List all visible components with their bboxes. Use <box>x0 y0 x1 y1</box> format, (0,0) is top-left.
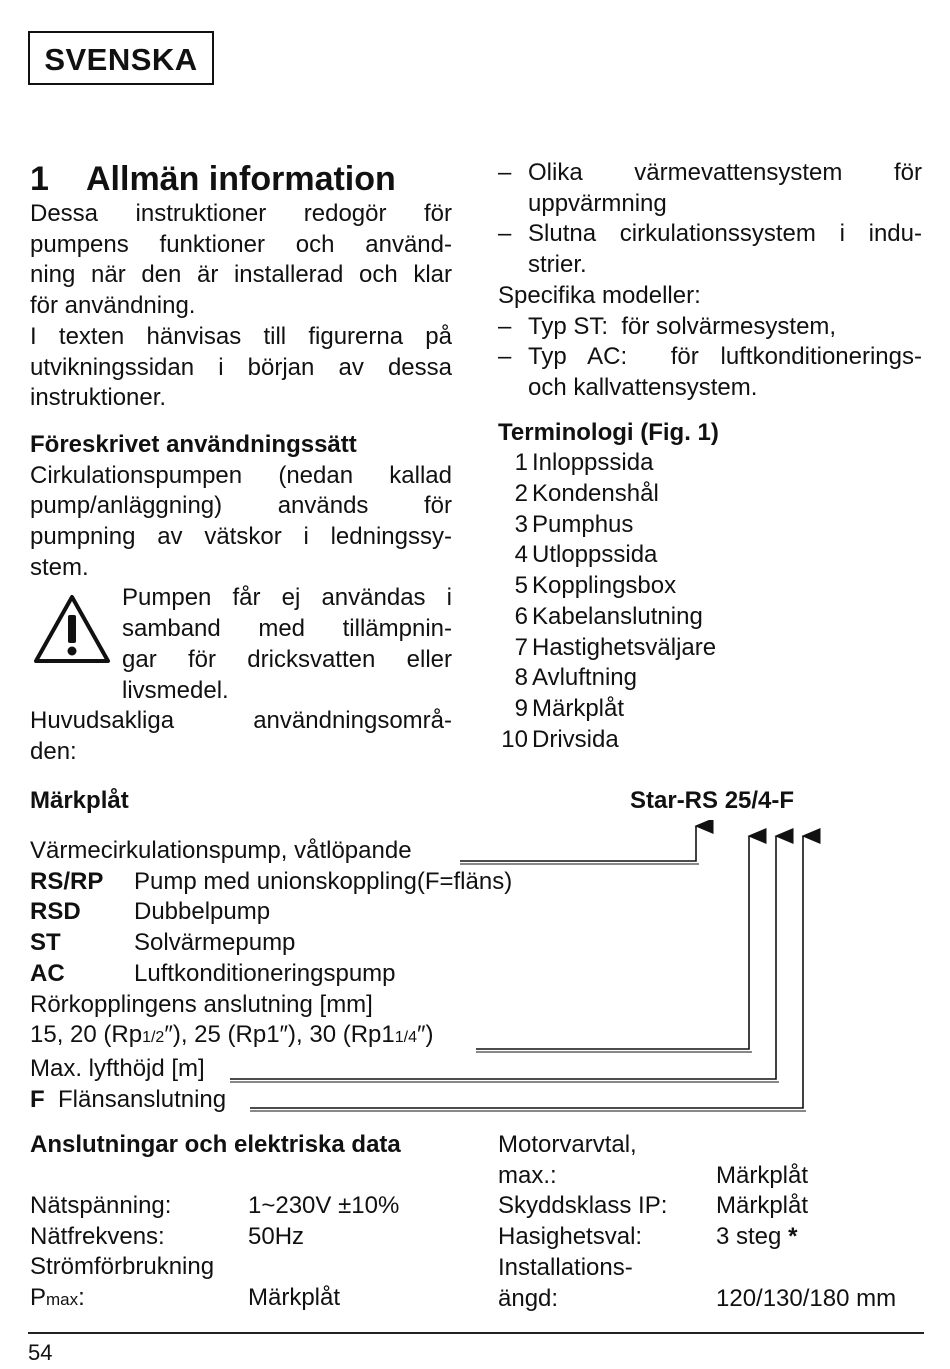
data-row: Installations- <box>498 1253 633 1281</box>
terminology-list <box>498 448 922 755</box>
section-title-text: Allmän information <box>86 160 396 198</box>
nameplate-heading: Märkplåt <box>30 787 129 814</box>
main-areas-line: Huvudsakliga användningsområ- <box>30 707 452 735</box>
right-column <box>498 158 922 755</box>
data-row: Strömförbrukning <box>30 1253 215 1281</box>
electrical-right <box>498 1130 928 1314</box>
electrical-left <box>30 1191 460 1316</box>
figure-ref-line: utvikningssidan i början av dessa <box>30 353 452 381</box>
leader-line-pump-type <box>460 826 696 861</box>
intro-line: pumpens funktioner och använd- <box>30 230 452 258</box>
terminology-heading: Terminologi (Fig. 1) <box>498 418 719 446</box>
model-code: Star-RS 25/4-F <box>630 787 795 814</box>
warning-block <box>30 583 452 706</box>
max-head-line: Max. lyfthöjd [m] <box>30 1054 205 1082</box>
usage-line: pumpning av vätskor i ledningssy- <box>30 523 452 551</box>
main-area-text: strier. <box>528 251 587 279</box>
data-row: ängd: 120/130/180 mm <box>498 1284 897 1312</box>
terminology-item: 8 Avluftning <box>514 664 637 692</box>
terminology-item: 3 Pumphus <box>514 510 634 538</box>
model-text: Typ ST: för solvärmesystem, <box>528 312 837 340</box>
usage-line: Cirkulationspumpen (nedan kallad <box>30 461 452 489</box>
usage-heading: Föreskrivet användningssätt <box>30 430 357 458</box>
flange-line: F Flänsanslutning <box>30 1085 227 1113</box>
pipe-connection-line: Rörkopplingens anslutning [mm] <box>30 990 373 1018</box>
model-item: – Typ ST: för solvärmesystem, <box>498 312 922 343</box>
figure-ref-line: I texten hänvisas till figurerna på <box>30 322 452 350</box>
data-row: max.: Märkplåt <box>498 1161 809 1189</box>
main-areas-line: den: <box>30 737 77 765</box>
data-row: Nätspänning: 1~230V ±10% <box>30 1192 400 1219</box>
model-text: och kallvattensystem. <box>528 373 758 401</box>
model-text: Typ AC: för luftkonditionerings- <box>528 343 922 371</box>
main-area-text: Slutna cirkulationssystem i indu- <box>528 220 922 248</box>
terminology-item: 7 Hastighetsväljare <box>514 633 717 661</box>
code-row: ST Solvärmepump <box>30 929 296 957</box>
section-number: 1 <box>30 160 49 198</box>
data-row: Hasighetsval: 3 steg * <box>498 1222 928 1253</box>
intro-line: Dessa instruktioner redogör för <box>30 200 452 227</box>
main-area-text: uppvärmning <box>528 189 667 217</box>
warning-line: Pumpen får ej användas i <box>122 584 452 612</box>
code-row: AC Luftkonditioneringspump <box>30 959 396 987</box>
data-row: Nätfrekvens: 50Hz <box>30 1222 305 1250</box>
main-area-text: Olika värmevattensystem för <box>528 159 922 186</box>
terminology-item: 5 Kopplingsbox <box>514 572 677 600</box>
intro-line: för användning. <box>30 292 196 320</box>
warning-line: livsmedel. <box>122 676 229 704</box>
terminology-item: 6 Kabelanslutning <box>514 602 703 630</box>
terminology-item: 1 Inloppssida <box>514 449 654 477</box>
leader-line-size <box>476 836 749 1049</box>
warning-line: gar för dricksvatten eller <box>122 645 452 673</box>
warning-line: samband med tillämpnin- <box>122 615 452 643</box>
model-item: – Typ AC: för luftkonditionerings- och kallvattensystem. <box>498 342 922 403</box>
main-area-item: – Slutna cirkulationssystem i indu- strier. <box>498 219 922 280</box>
footer-rule <box>28 1332 924 1334</box>
language-label: SVENSKA <box>28 31 214 85</box>
main-area-item: – Olika värmevattensystem för uppvärmning <box>498 158 922 219</box>
usage-line: pump/anläggning) används för <box>30 492 452 520</box>
data-row-pmax: Pmax: Märkplåt <box>30 1284 341 1312</box>
leader-line-head <box>230 836 776 1079</box>
terminology-item: 9 Märkplåt <box>514 694 625 722</box>
leader-lines-diagram <box>0 820 950 1120</box>
section-title <box>30 159 396 199</box>
electrical-heading: Anslutningar och elektriska data <box>30 1131 401 1158</box>
code-row: RS/RP Pump med unionskoppling(F=fläns) <box>30 867 513 895</box>
sizes-line: 15, 20 (Rp1/2″), 25 (Rp1″), 30 (Rp11/4″) <box>30 1021 434 1049</box>
speed-note-asterisk: * <box>788 1223 798 1251</box>
leader-line-flange <box>250 836 803 1108</box>
terminology-item: 10 Drivsida <box>501 725 619 753</box>
terminology-item: 2 Kondenshål <box>514 480 659 508</box>
code-row: RSD Dubbelpump <box>30 898 271 926</box>
data-row: Motorvarvtal, <box>498 1131 637 1158</box>
terminology-item: 4 Utloppssida <box>514 541 658 569</box>
figure-ref-line: instruktioner. <box>30 384 167 412</box>
page-number: 54 <box>28 1340 53 1365</box>
warning-triangle-icon <box>32 593 112 665</box>
data-row: Skyddsklass IP: Märkplåt <box>498 1192 809 1220</box>
usage-line: stem. <box>30 553 89 581</box>
left-column <box>30 199 452 768</box>
specific-models-label: Specifika modeller: <box>498 281 701 309</box>
pump-type-line: Värmecirkulationspump, våtlöpande <box>30 837 412 864</box>
intro-line: ning när den är installerad och klar <box>30 261 452 289</box>
